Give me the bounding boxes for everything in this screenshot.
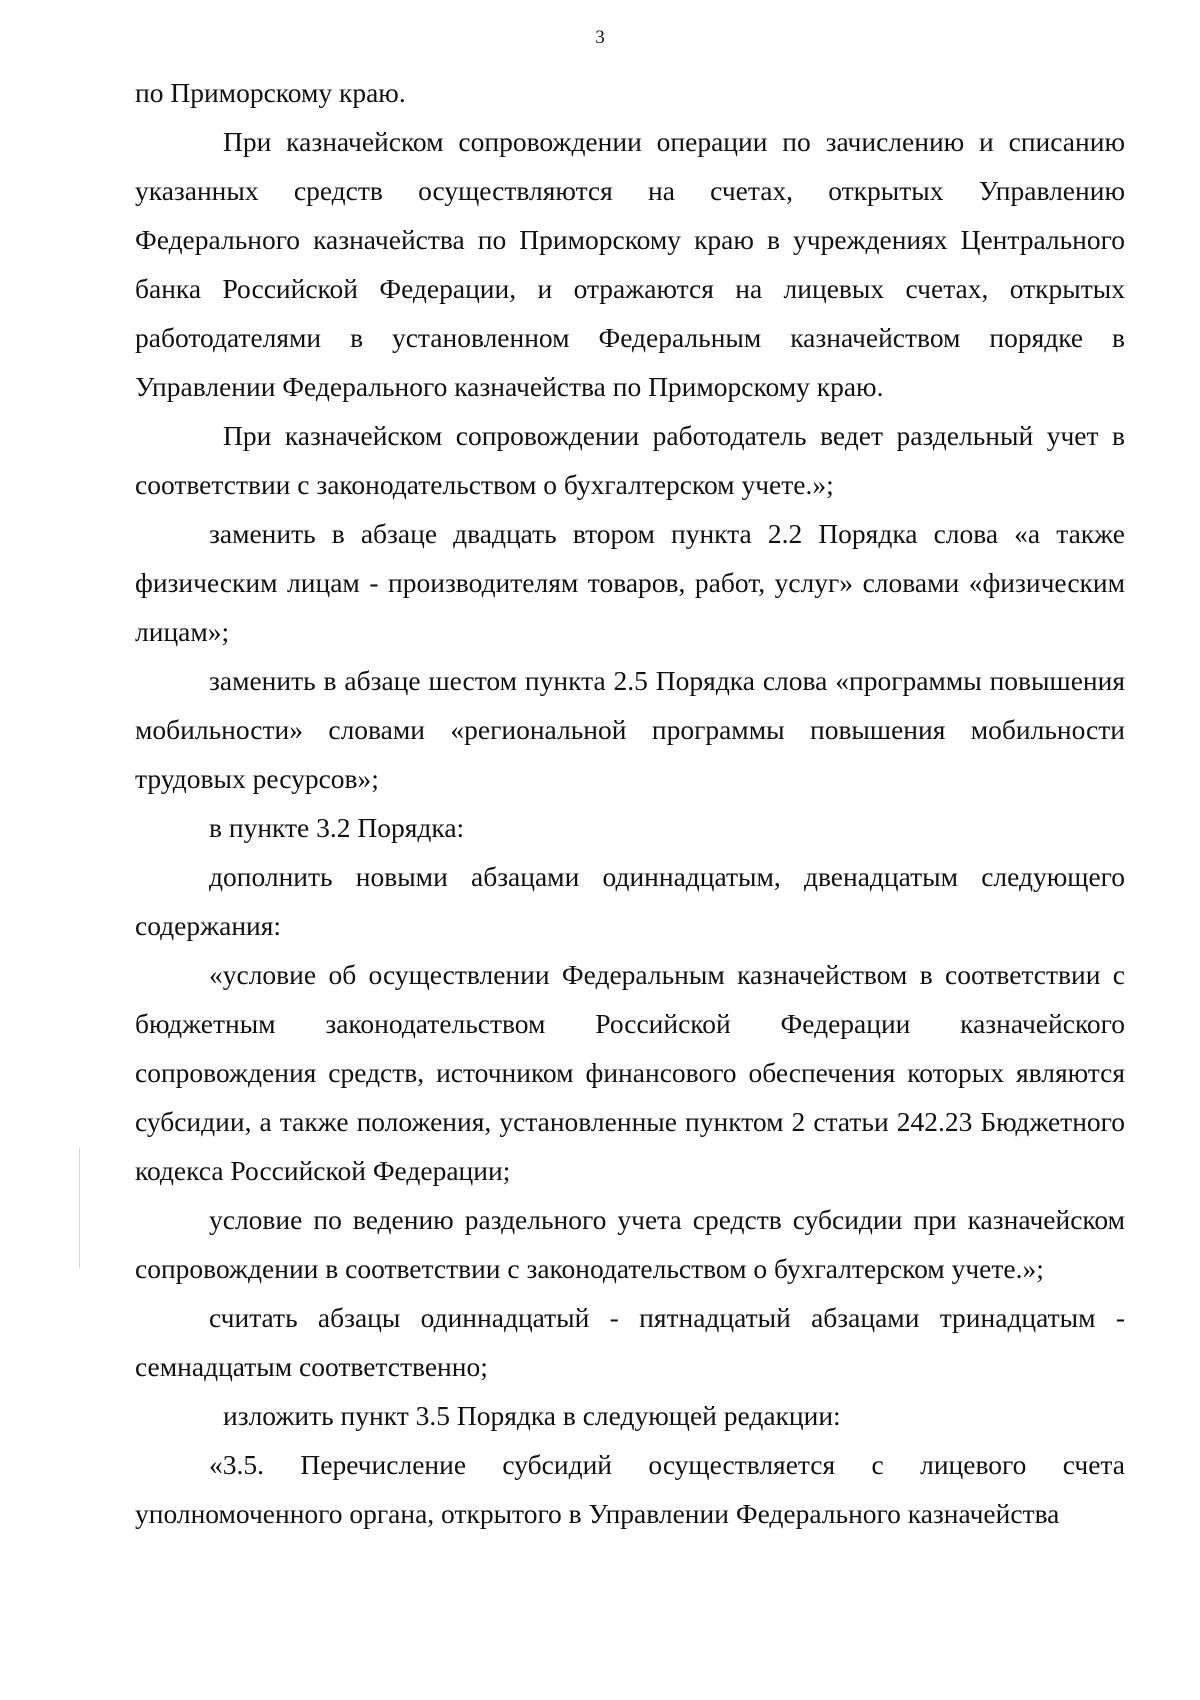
paragraph-continuation: по Приморскому краю. (135, 77, 406, 108)
paragraph-renumber: считать абзацы одиннадцатый - пятнадцатый абзацами тринадцатым - семнадцатым соответственно; (135, 1302, 1125, 1382)
paragraph-amend-2-2: заменить в абзаце двадцать втором пункта 2.2 Порядка слова «а также физическим лицам - производителям товаров, работ, услуг» словами «физическим лицам»; (135, 518, 1125, 647)
paragraph-condition-treasury: «условие об осуществлении Федеральным казначейством в соответствии с бюджетным законодательством Российской Федерации казначейского сопровождения средств, источником финансового обеспечения которых являются субсидии, а также положения, установленные пунктом 2 статьи 242.23 Бюджетного кодекса Российской Федерации; (135, 959, 1125, 1186)
page-number: 3 (595, 27, 605, 48)
document-body (135, 68, 1125, 1538)
paragraph-separate-accounting: При казначейском сопровождении работодатель ведет раздельный учет в соответствии с законодательством о бухгалтерском учете.»; (135, 420, 1125, 500)
paragraph-condition-accounting: условие по ведению раздельного учета средств субсидии при казначейском сопровождении в соответствии с законодательством о бухгалтерском учете.»; (135, 1204, 1125, 1284)
paragraph-restate-3-5: изложить пункт 3.5 Порядка в следующей редакции: (223, 1400, 841, 1431)
paragraph-amend-2-5: заменить в абзаце шестом пункта 2.5 Порядка слова «программы повышения мобильности» словами «региональной программы повышения мобильности трудовых ресурсов»; (135, 665, 1125, 794)
paragraph-add-new-paragraphs: дополнить новыми абзацами одиннадцатым, двенадцатым следующего содержания: (135, 861, 1125, 941)
paragraph-treasury-operations: При казначейском сопровождении операции по зачислению и списанию указанных средств осуществляются на счетах, открытых Управлению Федерального казначейства по Приморскому краю в учреждениях Центрального банка Российской Федерации, и отражаются на лицевых счетах, открытых работодателями в установленном Федеральным казначейством порядке в Управлении Федерального казначейства по Приморскому краю. (135, 126, 1125, 402)
paragraph-3-5-text: «3.5. Перечисление субсидий осуществляется с лицевого счета уполномоченного органа, открытого в Управлении Федерального казначейства (135, 1449, 1125, 1529)
margin-mark (79, 1148, 80, 1268)
paragraph-item-3-2: в пункте 3.2 Порядка: (209, 812, 465, 843)
